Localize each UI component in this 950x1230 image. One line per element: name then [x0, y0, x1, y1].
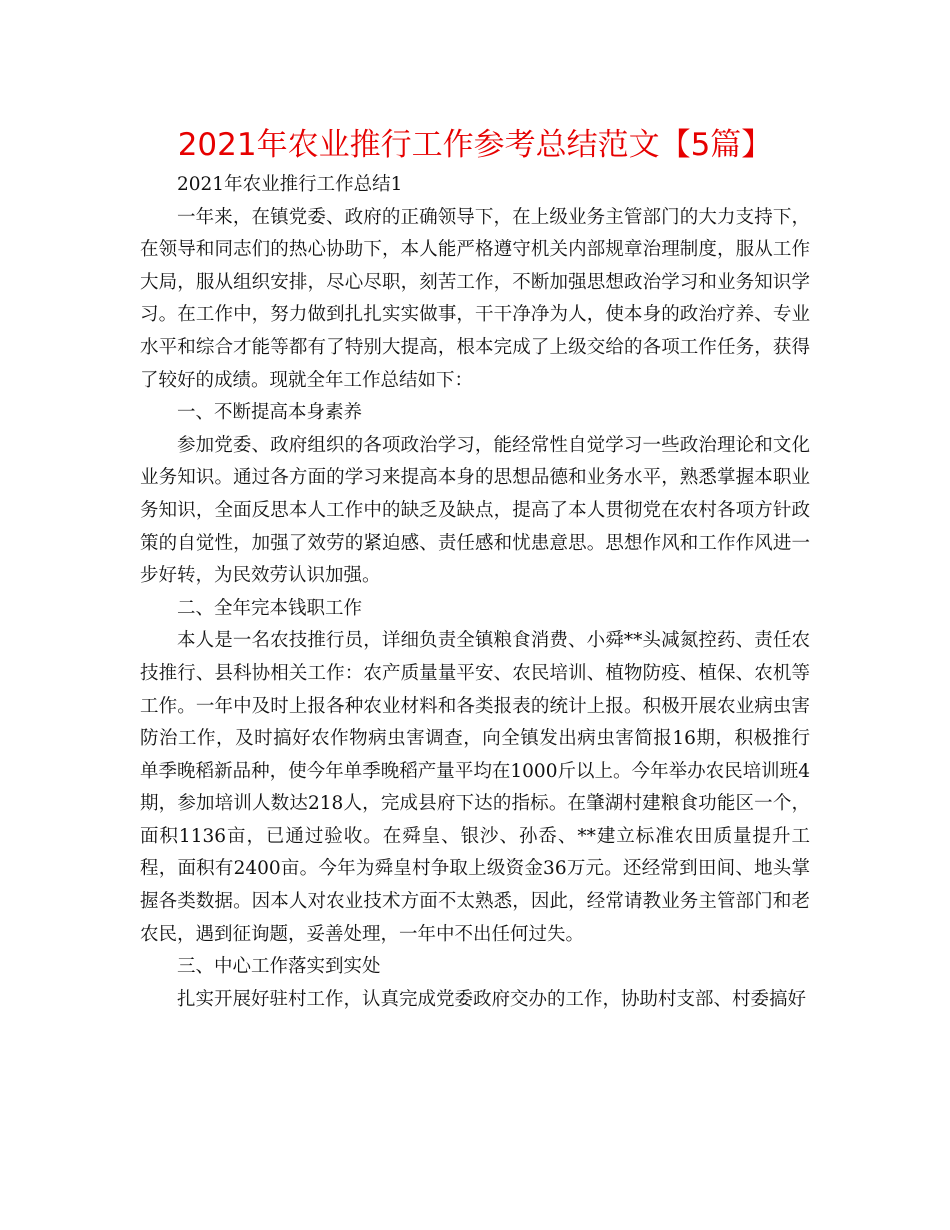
paragraph-intro: 一年来，在镇党委、政府的正确领导下，在上级业务主管部门的大力支持下，在领导和同志们的热心协助下，本人能严格遵守机关内部规章治理制度，服从工作大局，服从组织安排，尽心尽职，刻苦工作，不断加强思想政治学习和业务知识学习。在工作中，努力做到扎扎实实做事，干干净净为人，使本身的政治疗养、专业水平和综合才能等都有了特别大提高，根本完成了上级交给的各项工作任务，获得了较好的成绩。现就全年工作总结如下：	[140, 206, 810, 391]
section-heading-1: 一、不断提高本身素养	[177, 402, 363, 424]
document-title: 2021年农业推行工作参考总结范文【5篇】	[177, 127, 773, 163]
paragraph-section-1: 参加党委、政府组织的各项政治学习，能经常性自觉学习一些政治理论和文化业务知识。通过各方面的学习来提高本身的思想品德和业务水平，熟悉掌握本职业务知识，全面反思本人工作中的缺乏及缺点，提高了本人贯彻党在农村各项方针政策的自觉性，加强了效劳的紧迫感、责任感和忧患意思。思想作风和工作作风进一步好转，为民效劳认识加强。	[140, 434, 810, 587]
paragraph-section-2: 本人是一名农技推行员，详细负责全镇粮食消费、小舜**头减氮控药、责任农技推行、县科协相关工作：农产质量量平安、农民培训、植物防疫、植保、农机等工作。一年中及时上报各种农业材料和各类报表的统计上报。积极开展农业病虫害防治工作，及时搞好农作物病虫害调查，向全镇发出病虫害简报16期，积极推行单季晚稻新品种，使今年单季晚稻产量平均在1000斤以上。今年举办农民培训班4期，参加培训人数达218人，完成县府下达的指标。在肇湖村建粮食功能区一个，面积1136亩，已通过验收。在舜皇、银沙、孙岙、**建立标准农田质量提升工程，面积有2400亩。今年为舜皇村争取上级资金36万元。还经常到田间、地头掌握各类数据。因本人对农业技术方面不太熟悉，因此，经常请教业务主管部门和老农民，遇到征询题，妥善处理，一年中不出任何过失。	[140, 630, 810, 945]
section-heading-2: 二、全年完本钱职工作	[177, 597, 363, 619]
document-subtitle: 2021年农业推行工作总结1	[177, 174, 403, 195]
paragraph-section-3: 扎实开展好驻村工作，认真完成党委政府交办的工作，协助村支部、村委搞好	[177, 988, 807, 1010]
section-heading-3: 三、中心工作落实到实处	[177, 956, 381, 978]
document-body	[140, 169, 810, 1016]
